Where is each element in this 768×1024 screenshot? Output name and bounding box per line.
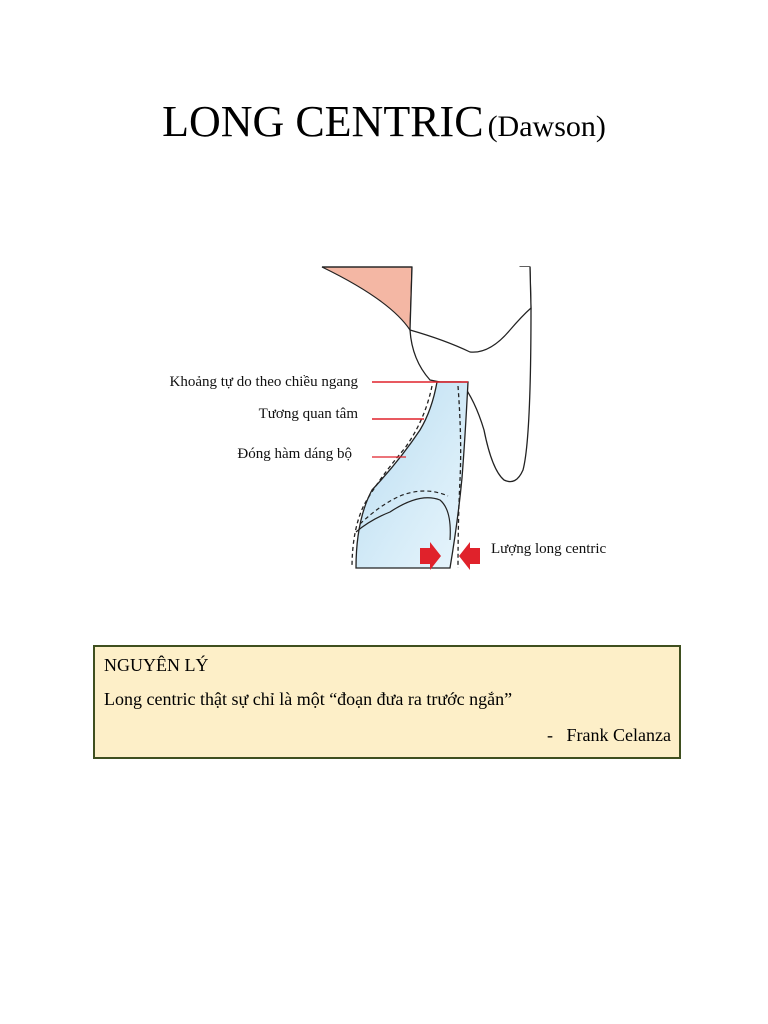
label-horizontal-freedom: Khoảng tự do theo chiều ngang (169, 374, 358, 390)
arrow-left-icon (459, 542, 480, 570)
author-dash: - (547, 725, 554, 745)
label-postural-closure: Đóng hàm dáng bộ (237, 446, 352, 462)
principle-box (93, 645, 681, 759)
label-long-centric-amount: Lượng long centric (491, 541, 607, 557)
upper-gum-left (322, 267, 412, 330)
lower-incisor (356, 382, 468, 568)
author-name: Frank Celanza (566, 725, 671, 745)
label-centric-relation: Tương quan tâm (258, 406, 358, 422)
principle-author-line (104, 723, 671, 747)
principle-heading: NGUYÊN LÝ (104, 655, 209, 675)
title-main: LONG CENTRIC (162, 97, 484, 146)
principle-quote: Long centric thật sự chỉ là một “đoạn đưa ra trước ngắn” (104, 689, 513, 709)
title-subtitle: (Dawson) (487, 110, 606, 143)
